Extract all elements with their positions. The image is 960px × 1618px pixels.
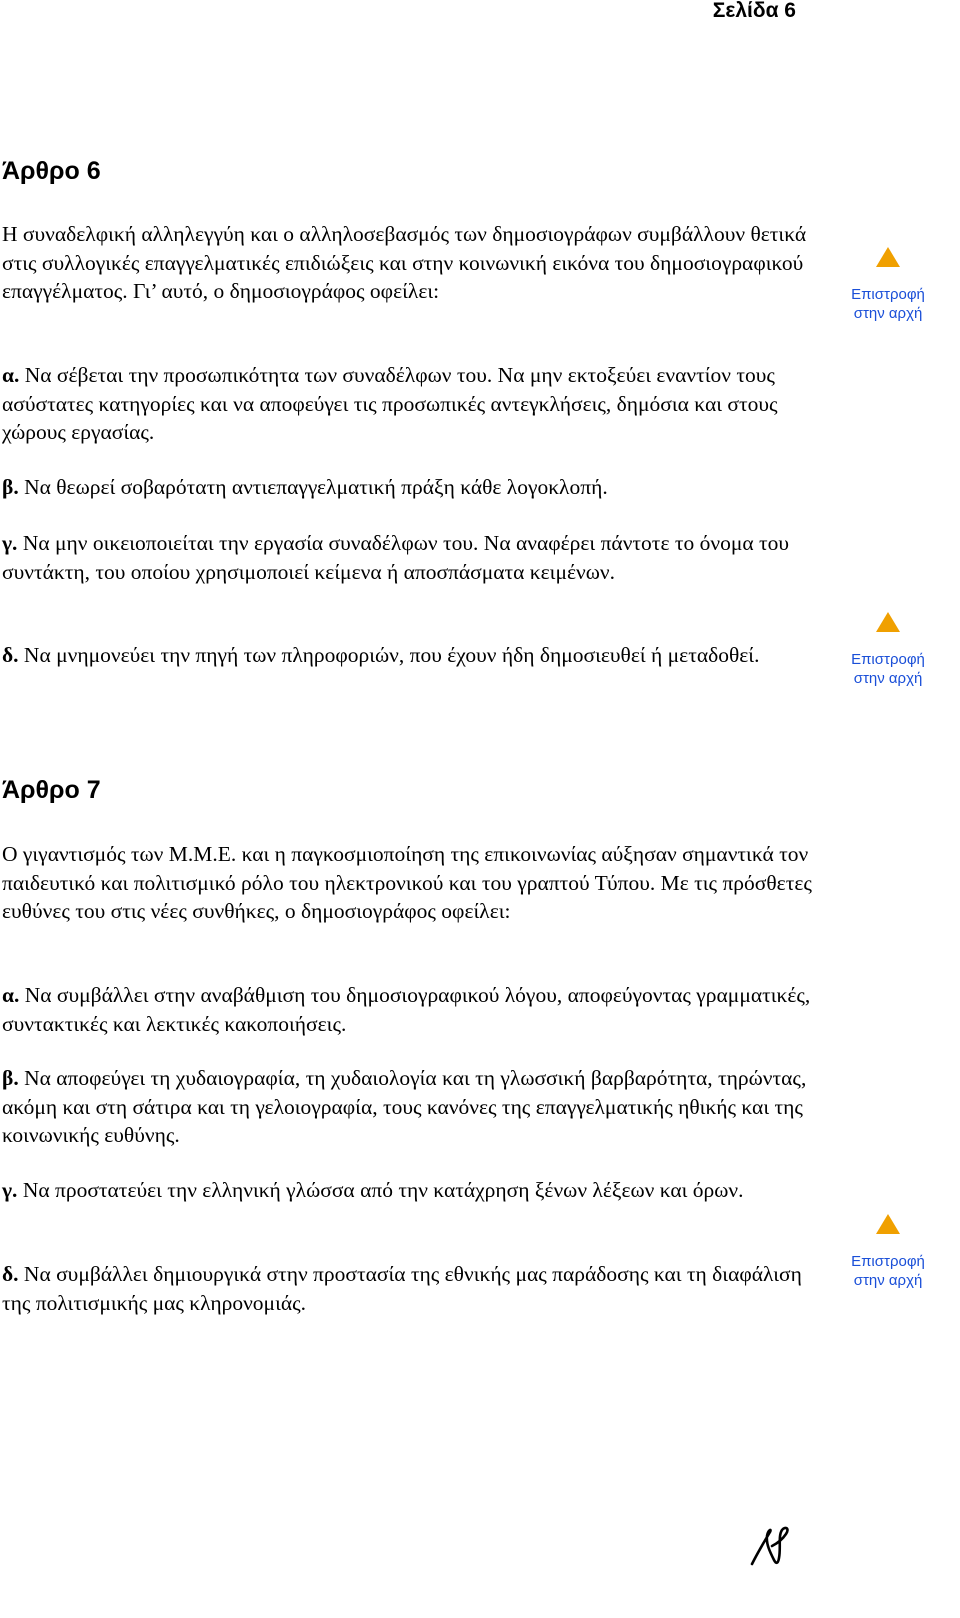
item-text: Να συμβάλλει στην αναβάθμιση του δημοσιογραφικού λόγου, αποφεύγοντας γραμματικές, συντακτικές και λεκτικές κακοποιήσεις. [2, 983, 811, 1036]
article-6-item-d [2, 641, 814, 670]
back-to-top-label-line2: στην αρχή [853, 1272, 923, 1289]
article-6-title: Άρθρο 6 [2, 157, 101, 185]
item-marker: δ. [2, 643, 19, 667]
item-text: Να αποφεύγει τη χυδαιογραφία, τη χυδαιολογία και τη γλωσσική βαρβαρότητα, τηρώντας, ακόμη και στη σάτιρα και τη γελοιογραφία, τους κανόνες της επαγγελματικής ηθικής και της κοινωνικής ευθύνης. [2, 1066, 807, 1147]
signature-icon [748, 1522, 794, 1568]
article-6-item-b [2, 473, 814, 502]
back-to-top-label-line2: στην αρχή [853, 305, 923, 322]
item-marker: β. [2, 1066, 19, 1090]
article-7-item-b [2, 1064, 814, 1150]
triangle-up-icon [876, 1214, 900, 1234]
back-to-top-label-line2: στην αρχή [853, 670, 923, 687]
page-number-header: Σελίδα 6 [712, 0, 796, 22]
item-marker: α. [2, 983, 20, 1007]
triangle-up-icon [876, 247, 900, 267]
article-6-item-c [2, 529, 814, 586]
item-text: Να μνημονεύει την πηγή των πληροφοριών, που έχουν ήδη δημοσιευθεί ή μεταδοθεί. [23, 643, 760, 667]
item-text: Να προστατεύει την ελληνική γλώσσα από την κατάχρηση ξένων λέξεων και όρων. [22, 1178, 744, 1202]
back-to-top-link[interactable] [846, 1214, 930, 1290]
article-7-title: Άρθρο 7 [2, 776, 101, 804]
article-6-intro: Η συναδελφική αλληλεγγύη και ο αλληλοσεβασμός των δημοσιογράφων συμβάλλουν θετικά στις συλλογικές επαγγελματικές επιδιώξεις και στην κοινωνική εικόνα του δημοσιογραφικού επαγγέλματος. Γι’ αυτό, ο δημοσιογράφος οφείλει: [2, 222, 807, 303]
article-7-item-c [2, 1176, 814, 1205]
back-to-top-label-line1: Επιστροφή [851, 286, 925, 303]
article-7-item-d [2, 1260, 814, 1317]
item-marker: β. [2, 475, 19, 499]
item-text: Να μην οικειοποιείται την εργασία συναδέλφων του. Να αναφέρει πάντοτε το όνομα του συντάκτη, του οποίου χρησιμοποιεί κείμενα ή αποσπάσματα κειμένων. [2, 531, 790, 584]
item-text: Να θεωρεί σοβαρότατη αντιεπαγγελματική πράξη κάθε λογοκλοπή. [24, 475, 608, 499]
item-marker: γ. [2, 531, 18, 555]
article-7-intro: Ο γιγαντισμός των Μ.Μ.Ε. και η παγκοσμιοποίηση της επικοινωνίας αύξησαν σημαντικά τον παιδευτικό και πολιτισμικό ρόλο του ηλεκτρονικού και του γραπτού Τύπου. Με τις πρόσθετες ευθύνες του στις νέες συνθήκες, ο δημοσιογράφος οφείλει: [2, 842, 812, 923]
back-to-top-label-line1: Επιστροφή [851, 1253, 925, 1270]
article-6-item-a [2, 361, 814, 447]
item-text: Να σέβεται την προσωπικότητα των συναδέλφων του. Να μην εκτοξεύει εναντίον τους ασύστατες κατηγορίες και να αποφεύγει τις προσωπικές αντεγκλήσεις, δημόσια και στους χώρους εργασίας. [2, 363, 778, 444]
back-to-top-link[interactable] [846, 612, 930, 688]
item-marker: α. [2, 363, 20, 387]
item-marker: δ. [2, 1262, 19, 1286]
article-7-item-a [2, 981, 814, 1038]
back-to-top-label-line1: Επιστροφή [851, 651, 925, 668]
back-to-top-link[interactable] [846, 247, 930, 323]
item-marker: γ. [2, 1178, 18, 1202]
item-text: Να συμβάλλει δημιουργικά στην προστασία της εθνικής μας παράδοσης και τη διαφάλιση της πολιτισμικής μας κληρονομιάς. [2, 1262, 802, 1315]
triangle-up-icon [876, 612, 900, 632]
